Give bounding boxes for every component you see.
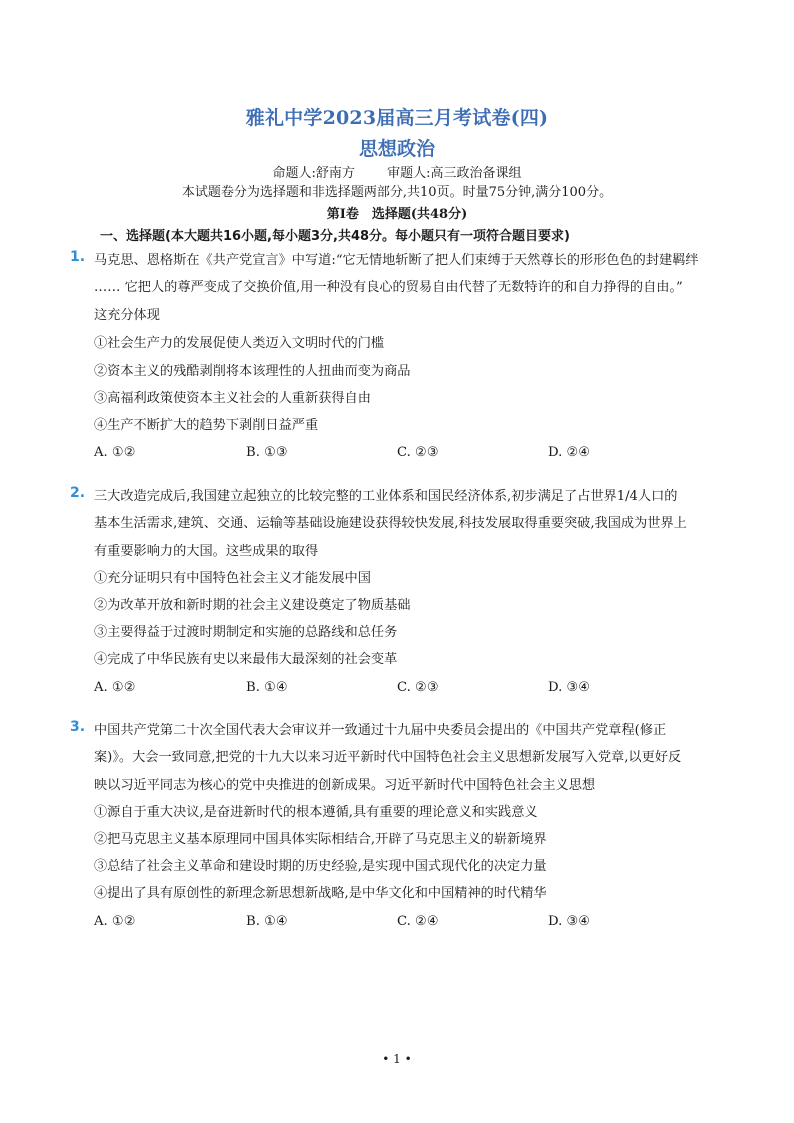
reviewer: 审题人:高三政治备课组: [387, 166, 522, 181]
question-item: ②为改革开放和新时期的社会主义建设奠定了物质基础: [94, 598, 411, 613]
author: 命题人:舒南方: [272, 166, 355, 181]
question-number: 2.: [70, 485, 86, 501]
option-d: D. ②④: [548, 445, 591, 460]
option-b: B. ①④: [246, 680, 288, 695]
question-stem-line: 三大改造完成后,我国建立起独立的比较完整的工业体系和国民经济体系,初步满足了占世界1/4人口的: [94, 489, 678, 504]
option-d: D. ③④: [548, 680, 591, 695]
part-heading: 第Ⅰ卷 选择题(共48分): [326, 207, 468, 222]
section-heading: 一、选择题(本大题共16小题,每小题3分,共48分。每小题只有一项符合题目要求): [100, 229, 570, 244]
option-c: C. ②④: [397, 914, 439, 929]
question-item: ①源自于重大决议,是奋进新时代的根本遵循,具有重要的理论意义和实践意义: [94, 805, 538, 820]
question-item: ①充分证明只有中国特色社会主义才能发展中国: [94, 571, 371, 586]
subject-title: 思想政治: [358, 138, 435, 160]
question-number: 3.: [70, 719, 86, 735]
question-stem-line: 案)》。大会一致同意,把党的十九大以来习近平新时代中国特色社会主义思想新发展写入党章,以更好反: [94, 750, 682, 765]
option-b: B. ①③: [246, 445, 288, 460]
option-a: A. ①②: [94, 445, 136, 460]
question-item: ②资本主义的残酷剥削将本该理性的人扭曲而变为商品: [94, 364, 411, 379]
option-d: D. ③④: [548, 914, 591, 929]
question-stem-line: 中国共产党第二十次全国代表大会审议并一致通过十九届中央委员会提出的《中国共产党章程(修正: [94, 723, 667, 738]
question-stem-line: 马克思、恩格斯在《共产党宣言》中写道:“它无情地斩断了把人们束缚于天然尊长的形形色色的封建羁绊: [94, 253, 699, 268]
question-stem-line: 基本生活需求,建筑、交通、运输等基础设施建设获得较快发展,科技发展取得重要突破,我国成为世界上: [94, 516, 687, 531]
option-b: B. ①④: [246, 914, 288, 929]
question-item: ③总结了社会主义革命和建设时期的历史经验,是实现中国式现代化的决定力量: [94, 859, 547, 874]
question-item: ④提出了具有原创性的新理念新思想新战略,是中华文化和中国精神的时代精华: [94, 886, 547, 901]
question-stem-line: 这充分体现: [94, 308, 160, 323]
question-item: ③高福利政策使资本主义社会的人重新获得自由: [94, 391, 371, 406]
question-stem-line: 映以习近平同志为核心的党中央推进的创新成果。习近平新时代中国特色社会主义思想: [94, 778, 596, 793]
exam-note: 本试题卷分为选择题和非选择题两部分,共10页。时量75分钟,满分100分。: [181, 185, 613, 200]
option-c: C. ②③: [397, 680, 439, 695]
question-item: ②把马克思主义基本原理同中国具体实际相结合,开辟了马克思主义的崭新境界: [94, 832, 547, 847]
question-item: ③主要得益于过渡时期制定和实施的总路线和总任务: [94, 625, 398, 640]
question-item: ④完成了中华民族有史以来最伟大最深刻的社会变革: [94, 652, 398, 667]
question-stem-line: 有重要影响力的大国。这些成果的取得: [94, 544, 319, 559]
option-c: C. ②③: [397, 445, 439, 460]
page-number: • 1 •: [382, 1052, 412, 1066]
authors-line: [0, 162, 794, 181]
option-a: A. ①②: [94, 914, 136, 929]
exam-title: 雅礼中学2023届高三月考试卷(四): [245, 107, 549, 129]
question-item: ①社会生产力的发展促使人类迈入文明时代的门槛: [94, 336, 385, 351]
question-stem-line: …… 它把人的尊严变成了交换价值,用一种没有良心的贸易自由代替了无数特许的和自力挣得的自由。”: [94, 280, 683, 295]
question-item: ④生产不断扩大的趋势下剥削日益严重: [94, 418, 319, 433]
question-number: 1.: [70, 249, 86, 265]
option-a: A. ①②: [94, 680, 136, 695]
